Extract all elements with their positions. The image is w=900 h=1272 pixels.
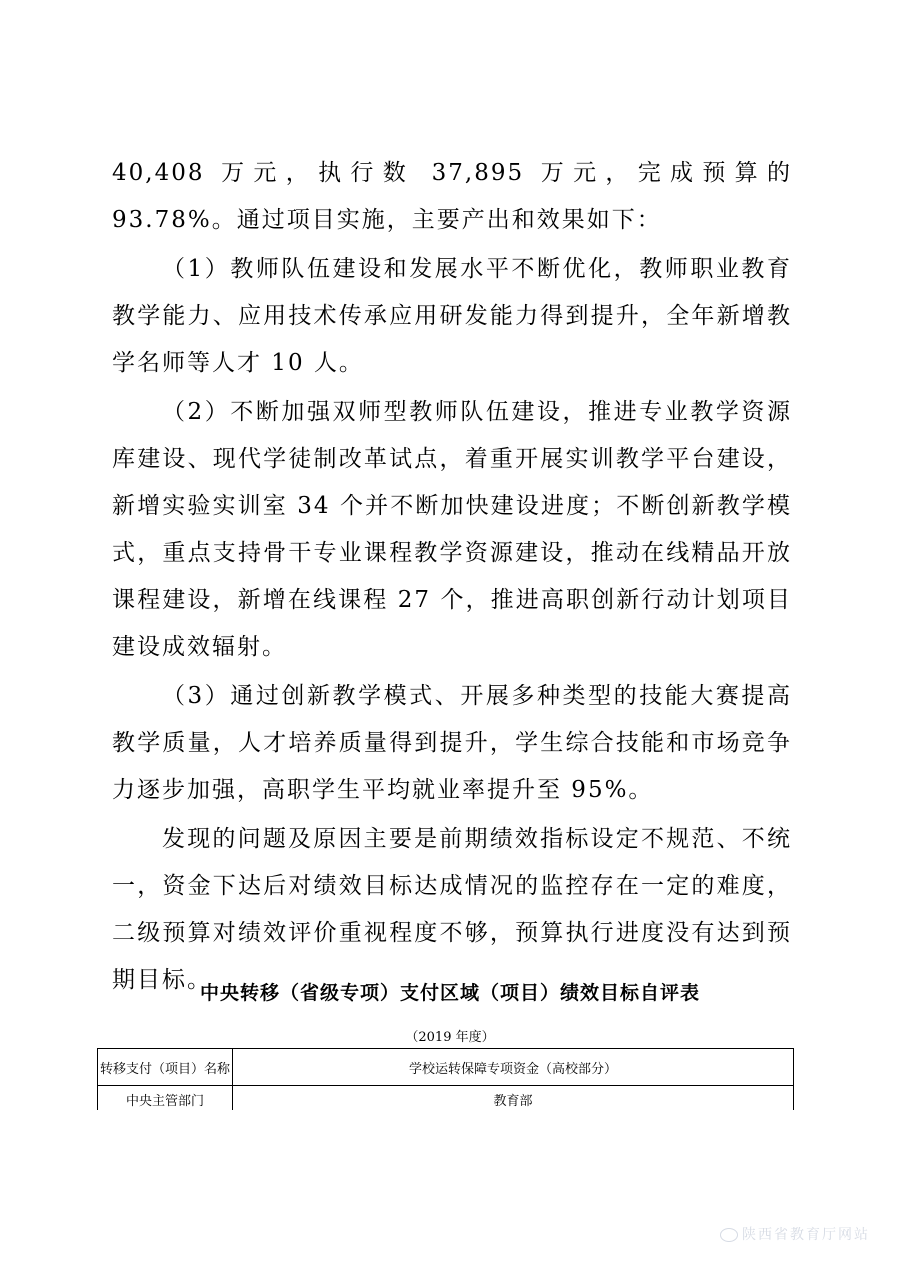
logo-mark-icon bbox=[720, 1228, 738, 1242]
paragraph-intro: 40,408 万元，执行数 37,895 万元，完成预算的 93.78%。通过项目实施，主要产出和效果如下： bbox=[112, 160, 792, 233]
table-cell-value: 学校运转保障专项资金（高校部分） bbox=[233, 1049, 794, 1086]
watermark-text: 陕西省教育厅网站 bbox=[742, 1227, 870, 1243]
table-year: （2019 年度） bbox=[405, 1030, 495, 1045]
evaluation-table bbox=[97, 1048, 794, 1110]
watermark bbox=[720, 1224, 870, 1244]
table-cell-label: 转移支付（项目）名称 bbox=[98, 1049, 233, 1086]
table-cell-label: 中央主管部门 bbox=[98, 1086, 233, 1111]
paragraph-problems: 发现的问题及原因主要是前期绩效指标设定不规范、不统一，资金下达后对绩效目标达成情况的监控存在一定的难度，二级预算对绩效评价重视程度不够，预算执行进度没有达到预期目标。 bbox=[112, 826, 792, 993]
table-title: 中央转移（省级专项）支付区域（项目）绩效目标自评表 bbox=[199, 982, 700, 1004]
paragraph-item-1: （1）教师队伍建设和发展水平不断优化，教师职业教育教学能力、应用技术传承应用研发能力得到提升，全年新增教学名师等人才 10 人。 bbox=[112, 256, 792, 376]
table-cell-value: 教育部 bbox=[233, 1086, 794, 1111]
body-text bbox=[112, 150, 792, 1006]
paragraph-item-3: （3）通过创新教学模式、开展多种类型的技能大赛提高教学质量，人才培养质量得到提升，学生综合技能和市场竞争力逐步加强，高职学生平均就业率提升至 95%。 bbox=[112, 683, 792, 803]
table-row bbox=[98, 1086, 794, 1111]
paragraph-item-2: （2）不断加强双师型教师队伍建设，推进专业教学资源库建设、现代学徒制改革试点，着重开展实训教学平台建设，新增实验实训室 34 个并不断加快建设进度；不断创新教学模式，重点支持骨干专业课程教学资源建设，推动在线精品开放课程建设，新增在线课程 27 个，推进高职创新行动计划项目建设成效辐射。 bbox=[112, 399, 792, 660]
table-row bbox=[98, 1049, 794, 1086]
